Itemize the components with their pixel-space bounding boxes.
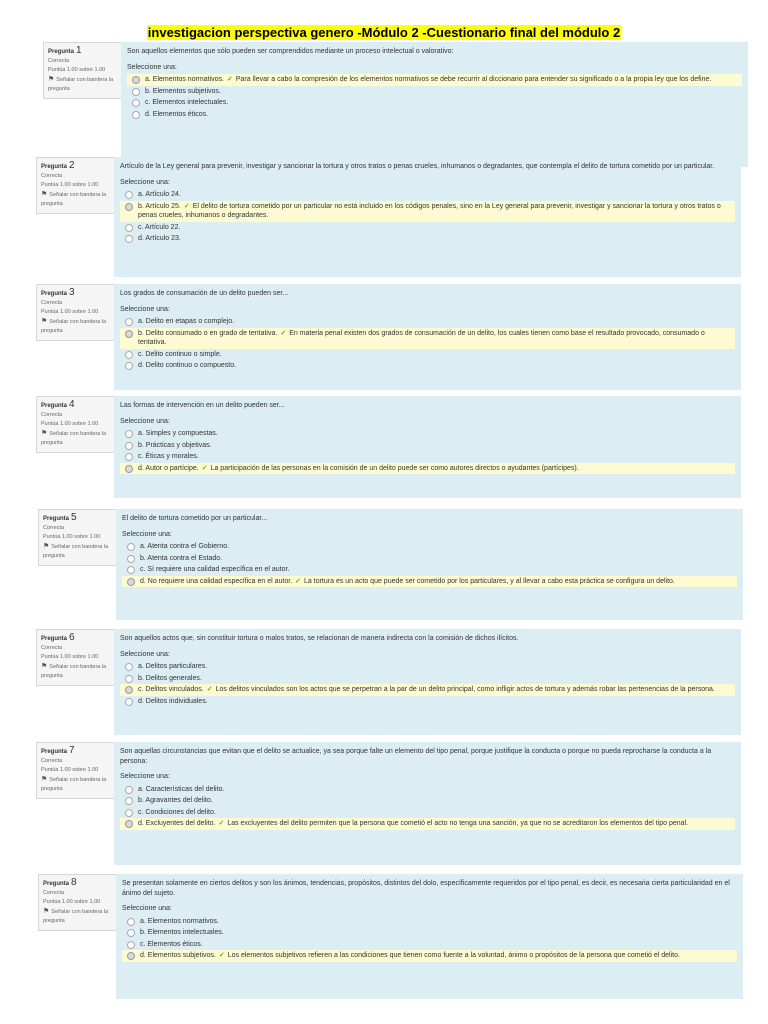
radio-button[interactable] — [125, 809, 133, 817]
answer-option[interactable] — [120, 349, 735, 361]
flag-label: Señalar con bandera la pregunta — [43, 909, 109, 924]
answer-option[interactable] — [120, 360, 735, 372]
answer-option[interactable] — [122, 916, 737, 928]
option-feedback: La participación de las personas en la comisión de un delito puede ser como autores directos o ayudantes (partícipes). — [210, 464, 579, 472]
question-prompt: Son aquellas circunstancias que evitan que el delito se actualice, ya sea porque falte un elemento del tipo penal, porque justifique la conducta o porque no pueda reprocharse la conducta a la persona: — [120, 748, 712, 765]
radio-button[interactable] — [132, 76, 140, 84]
question-label: Pregunta — [48, 49, 75, 55]
check-icon: ✓ — [218, 820, 225, 827]
radio-button[interactable] — [127, 578, 135, 586]
question-info — [36, 284, 115, 341]
option-label: a. Simples y compuestas. — [138, 430, 218, 437]
check-icon: ✓ — [280, 329, 287, 337]
question-number — [41, 288, 111, 299]
answer-option[interactable] — [120, 673, 735, 685]
option-label: c. Éticas y morales. — [138, 453, 199, 460]
answer-option-selected[interactable] — [127, 74, 742, 86]
answer-option[interactable] — [120, 222, 735, 234]
question-number-value: 8 — [71, 877, 77, 888]
question-number-value: 5 — [71, 512, 77, 523]
answer-text — [145, 75, 742, 85]
answer-text — [138, 808, 735, 818]
question-content — [121, 42, 748, 167]
option-label: d. Excluyentes del delito. — [138, 820, 216, 827]
question-number — [43, 878, 113, 889]
option-label: d. Delitos individuales. — [138, 697, 208, 705]
answer-option[interactable] — [120, 440, 735, 452]
answer-text — [138, 317, 735, 327]
question-number-value: 3 — [69, 287, 75, 298]
check-icon: ✓ — [206, 686, 213, 693]
question-number — [48, 46, 118, 57]
answer-option-selected[interactable] — [120, 684, 735, 696]
question-prompt: El delito de tortura cometido por un particular... — [122, 515, 268, 522]
answer-text — [138, 796, 735, 806]
option-feedback: La tortura es un acto que puede ser cometido por los particulares, y al llevar a cabo esta práctica se configura un delito. — [304, 577, 675, 585]
check-icon: ✓ — [295, 577, 302, 585]
select-one-label: Seleccione una: — [120, 417, 170, 425]
check-icon: ✓ — [183, 202, 190, 210]
question-block — [36, 284, 741, 390]
answer-text — [138, 685, 735, 695]
answer-text — [140, 940, 737, 950]
radio-button[interactable] — [127, 929, 135, 937]
question-info — [38, 874, 117, 931]
question-info — [36, 742, 115, 799]
option-label: d. Autor o partícipe. — [138, 464, 199, 472]
question-number — [41, 161, 111, 172]
status-correct: Correcta — [43, 890, 65, 896]
option-label: a. Artículo 24. — [138, 191, 181, 198]
answer-text — [145, 87, 742, 97]
answer-text — [138, 441, 735, 451]
answer-text — [138, 785, 735, 795]
option-label: c. Sí requiere una calidad específica en el autor. — [140, 566, 290, 573]
answer-option-selected[interactable] — [122, 950, 737, 962]
radio-button[interactable] — [125, 797, 133, 805]
question-number-value: 7 — [69, 745, 75, 756]
question-label: Pregunta — [41, 403, 68, 409]
answer-option[interactable] — [127, 109, 742, 121]
answer-text — [140, 917, 737, 927]
document-title-text: investigacion perspectiva genero -Módulo 2 -Cuestionario final del módulo 2 — [147, 25, 621, 40]
radio-button[interactable] — [132, 111, 140, 119]
option-label: d. No requiere una calidad específica en el autor. — [140, 577, 293, 585]
answer-option[interactable] — [120, 784, 735, 796]
radio-button[interactable] — [132, 88, 140, 96]
question-label: Pregunta — [41, 164, 68, 170]
option-label: b. Delitos generales. — [138, 674, 202, 682]
answer-text — [138, 190, 735, 200]
question-number — [41, 746, 111, 757]
answer-text — [138, 234, 735, 244]
select-one-label: Seleccione una: — [120, 650, 170, 658]
question-number-value: 2 — [69, 160, 75, 171]
flag-question-link[interactable] — [41, 190, 111, 209]
option-label: b. Atenta contra el Estado. — [140, 554, 223, 562]
answer-text — [145, 110, 742, 120]
radio-button[interactable] — [125, 362, 133, 370]
radio-button[interactable] — [125, 430, 133, 438]
radio-button[interactable] — [127, 543, 135, 551]
question-info — [43, 42, 122, 99]
answer-option-selected[interactable] — [122, 576, 737, 588]
answer-text — [138, 202, 735, 221]
check-icon: ✓ — [218, 952, 225, 959]
status-correct: Correcta — [41, 300, 63, 306]
select-one-label: Seleccione una: — [122, 530, 172, 538]
radio-button[interactable] — [125, 786, 133, 794]
answer-option[interactable] — [120, 696, 735, 708]
question-number — [41, 400, 111, 411]
answer-text — [138, 429, 735, 439]
answer-option[interactable] — [120, 451, 735, 463]
select-one-label: Seleccione una: — [120, 773, 170, 780]
option-label: a. Elementos normativos. — [145, 76, 224, 83]
option-label: b. Artículo 25. — [138, 202, 181, 210]
option-label: c. Condiciones del delito. — [138, 808, 216, 816]
question-prompt: Artículo de la Ley general para prevenir, investigar y sancionar la tortura y otros tratos o penas crueles, inhumanos o degradantes, que contempla el delito de tortura cometido por un particular. — [120, 163, 715, 170]
question-block — [36, 629, 741, 735]
score-label: Puntúa 1.00 sobre 1.00 — [41, 767, 99, 773]
answer-option-selected[interactable] — [120, 328, 735, 349]
answer-text — [140, 577, 737, 587]
question-block — [36, 396, 741, 498]
answer-text — [138, 329, 735, 348]
question-label: Pregunta — [41, 291, 68, 297]
answer-text — [138, 361, 735, 371]
question-number-value: 4 — [69, 399, 75, 410]
answer-option[interactable] — [120, 807, 735, 819]
option-feedback: Las excluyentes del delito permiten que la persona que cometió el acto no tenga una sanción, ya que no se acreditaron los elementos del tipo penal. — [227, 820, 689, 827]
flag-label: Señalar con bandera la pregunta — [41, 664, 107, 679]
question-content — [114, 629, 741, 735]
answer-text — [138, 697, 735, 707]
answer-text — [138, 350, 735, 360]
status-correct: Correcta — [48, 58, 70, 64]
flag-question-link[interactable] — [41, 662, 111, 681]
score-label: Puntúa 1.00 sobre 1.00 — [41, 182, 99, 188]
answer-text — [138, 464, 735, 474]
answer-text — [145, 98, 742, 108]
score-label: Puntúa 1.00 sobre 1.00 — [41, 421, 99, 427]
radio-button[interactable] — [125, 442, 133, 450]
score-label: Puntúa 1.00 sobre 1.00 — [41, 654, 99, 660]
radio-button[interactable] — [132, 99, 140, 107]
answer-option[interactable] — [120, 233, 735, 245]
question-content — [116, 509, 743, 620]
flag-question-link[interactable] — [41, 317, 111, 336]
question-content — [116, 874, 743, 999]
answer-option[interactable] — [122, 564, 737, 576]
answer-option[interactable] — [122, 553, 737, 565]
document-title — [0, 25, 768, 40]
status-correct: Correcta — [41, 645, 63, 651]
answer-option[interactable] — [120, 428, 735, 440]
question-prompt: Se presentan solamente en ciertos delitos y son los ánimos, tendencias, propósitos, distintos del dolo, específicamente requeridos por el tipo penal, es decir, es necesaria cierta particularidad en el ánimo del sujeto. — [122, 880, 730, 897]
question-prompt: Los grados de consumación de un delito pueden ser... — [120, 290, 289, 297]
question-info — [36, 396, 115, 453]
radio-button[interactable] — [125, 820, 133, 828]
question-block — [43, 42, 748, 167]
question-number — [41, 633, 111, 644]
radio-button[interactable] — [125, 698, 133, 706]
option-feedback: El delito de tortura cometido por un particular no está incluido en los códigos penales, sino en la Ley general para prevenir, investigar y sancionar la tortura y otros tratos o penas crueles, inhumanos o degradantes. — [138, 202, 721, 219]
question-content — [114, 157, 741, 277]
question-info — [36, 157, 115, 214]
radio-button[interactable] — [127, 952, 135, 960]
radio-button[interactable] — [125, 453, 133, 461]
check-icon: ✓ — [226, 76, 233, 83]
answer-text — [140, 554, 737, 564]
status-correct: Correcta — [41, 173, 63, 179]
radio-button[interactable] — [125, 330, 133, 338]
answer-text — [140, 542, 737, 552]
answer-text — [138, 819, 735, 829]
option-label: b. Prácticas y objetivas. — [138, 441, 212, 449]
answer-text — [138, 662, 735, 672]
option-label: b. Elementos intelectuales. — [140, 929, 224, 936]
option-label: d. Elementos subjetivos. — [140, 952, 216, 959]
option-label: c. Elementos éticos. — [140, 940, 203, 948]
radio-button[interactable] — [127, 566, 135, 574]
answer-option[interactable] — [120, 189, 735, 201]
question-info — [38, 509, 117, 566]
select-one-label: Seleccione una: — [120, 305, 170, 313]
question-label: Pregunta — [41, 636, 68, 642]
status-correct: Correcta — [41, 758, 63, 764]
flag-icon: ⚑ — [48, 76, 55, 83]
question-prompt: Las formas de intervención en un delito pueden ser... — [120, 402, 285, 409]
flag-question-link[interactable] — [41, 429, 111, 448]
radio-button[interactable] — [125, 318, 133, 326]
option-feedback: Para llevar a cabo la compresión de los elementos normativos se debe recurrir al diccionario para entender su significado o a la propia ley que los define. — [235, 76, 712, 83]
flag-icon: ⚑ — [41, 430, 48, 437]
score-label: Puntúa 1.00 sobre 1.00 — [41, 309, 99, 315]
question-content — [114, 396, 741, 498]
question-label: Pregunta — [41, 749, 68, 755]
radio-button[interactable] — [127, 555, 135, 563]
answer-text — [140, 951, 737, 961]
answer-option-selected[interactable] — [120, 201, 735, 222]
question-number-value: 1 — [76, 45, 82, 56]
flag-question-link[interactable] — [43, 907, 113, 926]
answer-text — [140, 928, 737, 938]
flag-icon: ⚑ — [41, 663, 48, 670]
question-label: Pregunta — [43, 516, 70, 522]
score-label: Puntúa 1.00 sobre 1.00 — [48, 67, 106, 73]
flag-question-link[interactable] — [43, 542, 113, 561]
option-label: a. Atenta contra el Gobierno. — [140, 543, 230, 550]
question-block — [36, 157, 741, 277]
radio-button[interactable] — [127, 918, 135, 926]
option-label: c. Elementos intelectuales. — [145, 99, 229, 106]
answer-text — [138, 452, 735, 462]
flag-icon: ⚑ — [43, 543, 50, 550]
answer-text — [138, 223, 735, 233]
answer-option[interactable] — [122, 541, 737, 553]
answer-option[interactable] — [120, 316, 735, 328]
option-label: a. Elementos normativos. — [140, 917, 219, 925]
question-number-value: 6 — [69, 632, 75, 643]
option-label: a. Delito en etapas o complejo. — [138, 318, 235, 325]
option-label: d. Delito continuo o compuesto. — [138, 362, 237, 369]
flag-label: Señalar con bandera la pregunta — [43, 544, 109, 559]
radio-button[interactable] — [125, 235, 133, 243]
check-icon: ✓ — [201, 464, 208, 472]
status-correct: Correcta — [41, 412, 63, 418]
option-label: c. Delitos vinculados. — [138, 686, 204, 693]
radio-button[interactable] — [125, 203, 133, 211]
question-number — [43, 513, 113, 524]
flag-label: Señalar con bandera la pregunta — [41, 431, 107, 446]
answer-text — [140, 565, 737, 575]
flag-icon: ⚑ — [41, 191, 48, 198]
answer-option[interactable] — [122, 927, 737, 939]
question-block — [36, 742, 741, 865]
option-label: c. Delito continuo o simple. — [138, 350, 222, 358]
option-label: a. Características del delito. — [138, 785, 225, 793]
flag-icon: ⚑ — [41, 776, 48, 783]
select-one-label: Seleccione una: — [120, 178, 170, 186]
radio-button[interactable] — [125, 351, 133, 359]
question-block — [38, 874, 743, 999]
question-content — [114, 742, 741, 865]
answer-option[interactable] — [120, 661, 735, 673]
flag-label: Señalar con bandera la pregunta — [41, 319, 107, 334]
select-one-label: Seleccione una: — [122, 905, 172, 912]
answer-option[interactable] — [122, 939, 737, 951]
option-label: a. Delitos particulares. — [138, 663, 208, 670]
answer-option-selected[interactable] — [120, 463, 735, 475]
flag-label: Señalar con bandera la pregunta — [48, 77, 114, 92]
option-feedback: Los elementos subjetivos refieren a las condiciones que tienen como fuente a la voluntad, ánimo o propósitos de la persona que cometió el delito. — [227, 952, 680, 959]
flag-label: Señalar con bandera la pregunta — [41, 192, 107, 207]
option-feedback: Los delitos vinculados son los actos que se perpetran a la par de un delito principal, como infligir actos de tortura y además robar las pertenencias de la persona. — [215, 686, 715, 693]
option-label: b. Agravantes del delito. — [138, 797, 213, 804]
radio-button[interactable] — [125, 663, 133, 671]
question-label: Pregunta — [43, 881, 70, 887]
score-label: Puntúa 1.00 sobre 1.00 — [43, 899, 101, 905]
select-one-label: Seleccione una: — [127, 63, 177, 71]
option-label: b. Delito consumado o en grado de tentativa. — [138, 329, 278, 337]
answer-option[interactable] — [127, 86, 742, 98]
radio-button[interactable] — [125, 465, 133, 473]
answer-option[interactable] — [120, 795, 735, 807]
option-label: d. Elementos éticos. — [145, 110, 209, 118]
radio-button[interactable] — [125, 686, 133, 694]
answer-option[interactable] — [127, 97, 742, 109]
status-correct: Correcta — [43, 525, 65, 531]
flag-icon: ⚑ — [41, 318, 48, 325]
question-info — [36, 629, 115, 686]
flag-question-link[interactable] — [48, 75, 118, 94]
question-block — [38, 509, 743, 620]
radio-button[interactable] — [127, 941, 135, 949]
option-label: b. Elementos subjetivos. — [145, 87, 221, 95]
radio-button[interactable] — [125, 191, 133, 199]
question-prompt: Son aquellos elementos que sólo pueden ser comprendidos mediante un proceso intelectual o valorativo: — [127, 48, 454, 55]
option-feedback: En materia penal existen dos grados de consumación de un delito, los cuales tienen como base el resultado provocado, consumado o tentativa. — [138, 329, 705, 346]
answer-option-selected[interactable] — [120, 818, 735, 830]
option-label: c. Artículo 22. — [138, 223, 181, 231]
radio-button[interactable] — [125, 675, 133, 683]
flag-icon: ⚑ — [43, 908, 50, 915]
score-label: Puntúa 1.00 sobre 1.00 — [43, 534, 101, 540]
answer-text — [138, 674, 735, 684]
flag-label: Señalar con bandera la pregunta — [41, 777, 107, 792]
question-content — [114, 284, 741, 390]
radio-button[interactable] — [125, 224, 133, 232]
flag-question-link[interactable] — [41, 775, 111, 794]
question-prompt: Son aquellos actos que, sin constituir tortura o malos tratos, se relacionan de manera indirecta con la comisión de dichos ilícitos. — [120, 635, 519, 642]
option-label: d. Artículo 23. — [138, 235, 181, 242]
